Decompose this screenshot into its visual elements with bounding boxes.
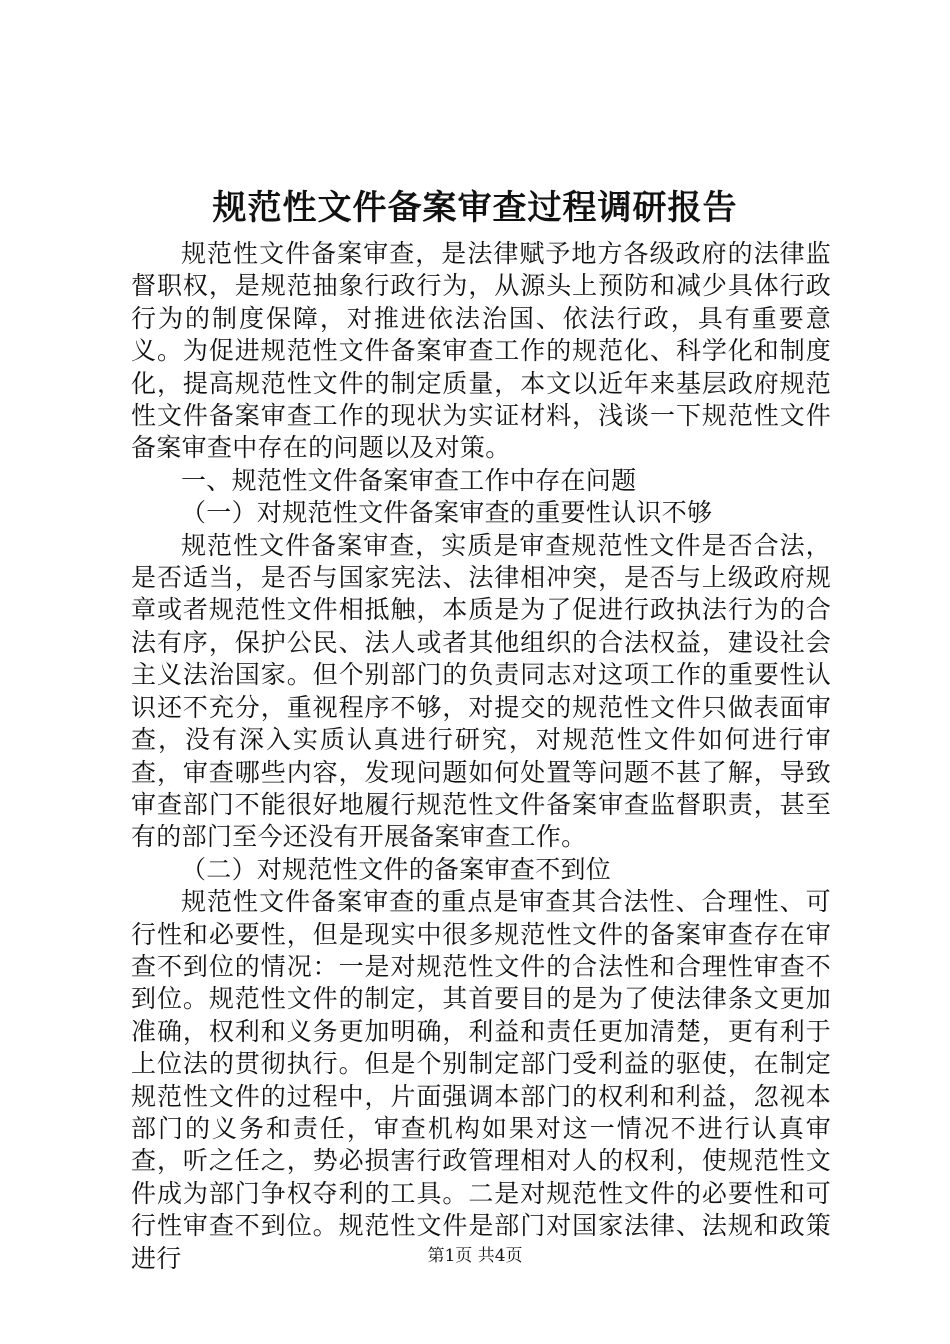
subsection-heading-2: （二）对规范性文件的备案审查不到位 [181, 854, 612, 884]
paragraph-subsection-2: 规范性文件备案审查的重点是审查其合法性、合理性、可行性和必要性，但是现实中很多规范性文件的备案审查存在审查不到位的情况：一是对规范性文件的合法性和合理性审查不到位。规范性文件的制定，其首要目的是为了使法律条文更加准确，权利和义务更加明确，利益和责任更加清楚，更有利于上位法的贯彻执行。但是个别制定部门受利益的驱使，在制定规范性文件的过程中，片面强调本部门的权利和利益，忽视本部门的义务和责任，审查机构如果对这一情况不进行认真审查，听之任之，势必损害行政管理相对人的权利，使规范性文件成为部门争权夺利的工具。二是对规范性文件的必要性和可行性审查不到位。规范性文件是部门对国家法律、法规和政策进行 [131, 887, 831, 1273]
intro-paragraph: 规范性文件备案审查，是法律赋予地方各级政府的法律监督职权，是规范抽象行政行为，从源头上预防和减少具体行政行为的制度保障，对推进依法治国、依法行政，具有重要意义。为促进规范性文件备案审查工作的规范化、科学化和制度化，提高规范性文件的制定质量，本文以近年来基层政府规范性文件备案审查工作的现状为实证材料，浅谈一下规范性文件备案审查中存在的问题以及对策。 [131, 239, 831, 463]
subsection-heading-1: （一）对规范性文件备案审查的重要性认识不够 [181, 498, 713, 528]
document-body [131, 238, 831, 1275]
page-footer: 第1页 共4页 [427, 1246, 523, 1266]
paragraph-subsection-1: 规范性文件备案审查，实质是审查规范性文件是否合法，是否适当，是否与国家宪法、法律相冲突，是否与上级政府规章或者规范性文件相抵触，本质是为了促进行政执法行为的合法有序，保护公民、法人或者其他组织的合法权益，建设社会主义法治国家。但个别部门的负责同志对这项工作的重要性认识还不充分，重视程序不够，对提交的规范性文件只做表面审查，没有深入实质认真进行研究，对规范性文件如何进行审查，审查哪些内容，发现问题如何处置等问题不甚了解，导致审查部门不能很好地履行规范性文件备案审查监督职责，甚至有的部门至今还没有开展备案审查工作。 [131, 530, 831, 852]
document-title: 规范性文件备案审查过程调研报告 [212, 188, 738, 228]
section-heading-1: 一、规范性文件备案审查工作中存在问题 [181, 465, 637, 495]
